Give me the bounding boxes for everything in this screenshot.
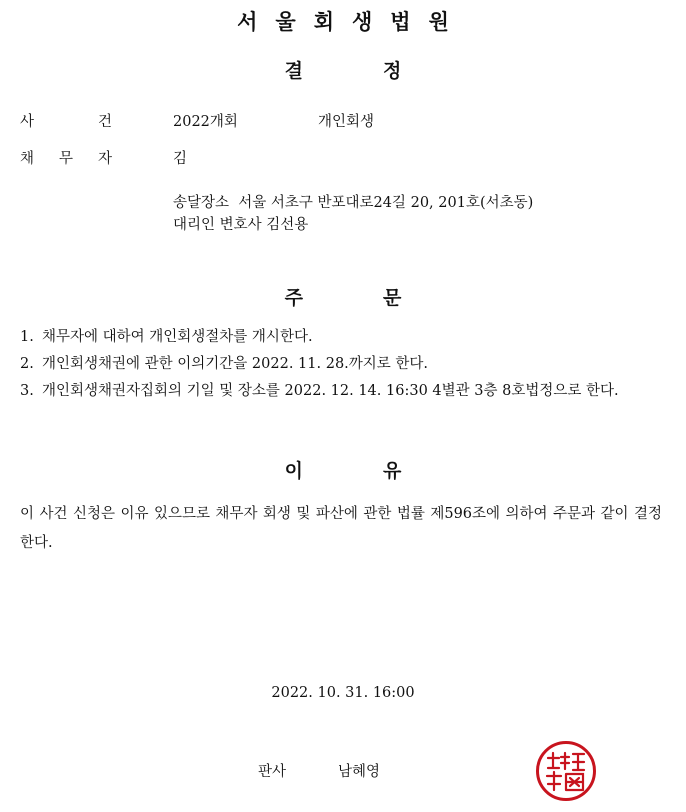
case-type: 개인회생 <box>318 114 375 130</box>
list-item <box>20 378 662 405</box>
court-title-char: 생 <box>352 10 373 34</box>
list-item-text: 개인회생채권에 관한 이의기간을 2022. 11. 28.까지로 한다. <box>42 356 429 372</box>
heading-char: 결 <box>284 60 303 82</box>
case-label-char: 사 <box>20 114 35 130</box>
seal-glyph-icon <box>539 744 593 798</box>
debtor-label <box>20 147 112 168</box>
debtor-label-char: 무 <box>58 151 73 167</box>
list-item <box>20 351 662 378</box>
list-item-text: 개인회생채권자집회의 기일 및 장소를 2022. 12. 14. 16:30 4별관 3층 8호법정으로 한다. <box>42 383 619 399</box>
court-title-char: 회 <box>313 10 334 34</box>
judge-seal-stamp <box>536 741 596 801</box>
heading-char: 문 <box>383 287 402 309</box>
court-title-char: 울 <box>275 10 296 34</box>
heading-char: 정 <box>383 60 402 82</box>
list-item <box>20 324 662 351</box>
document-type-heading <box>0 56 686 83</box>
court-title <box>0 6 686 36</box>
debtor-label-char: 자 <box>97 151 112 167</box>
judge-name: 남혜영 <box>338 764 381 780</box>
list-item-number: 1. <box>20 329 34 345</box>
court-title-char: 원 <box>428 10 449 34</box>
judge-title: 판사 <box>258 764 287 780</box>
list-item-text: 채무자에 대하여 개인회생절차를 개시한다. <box>42 329 313 345</box>
debtor-agent: 대리인 변호사 김선용 <box>173 217 309 233</box>
debtor-name: 김 <box>173 151 188 167</box>
heading-char: 이 <box>284 460 303 482</box>
reason-text: 이 사건 신청은 이유 있으므로 채무자 회생 및 파산에 관한 법률 제596조에 의하여 주문과 같이 결정한다. <box>20 506 662 551</box>
debtor-label-char: 채 <box>20 151 35 167</box>
court-title-char: 법 <box>390 10 411 34</box>
list-item-number: 3. <box>20 383 34 399</box>
case-number: 2022개회 <box>173 114 238 130</box>
debtor-address: 송달장소 서울 서초구 반포대로24길 20, 201호(서초동) <box>173 195 534 211</box>
heading-char: 주 <box>284 287 303 309</box>
reason-heading <box>0 456 686 483</box>
order-heading <box>0 283 686 310</box>
case-label <box>20 110 112 131</box>
order-list <box>20 324 662 405</box>
court-title-char: 서 <box>237 10 258 34</box>
list-item-number: 2. <box>20 356 34 372</box>
heading-char: 유 <box>383 460 402 482</box>
case-label-char: 건 <box>97 114 112 130</box>
decision-date: 2022. 10. 31. 16:00 <box>271 685 415 701</box>
